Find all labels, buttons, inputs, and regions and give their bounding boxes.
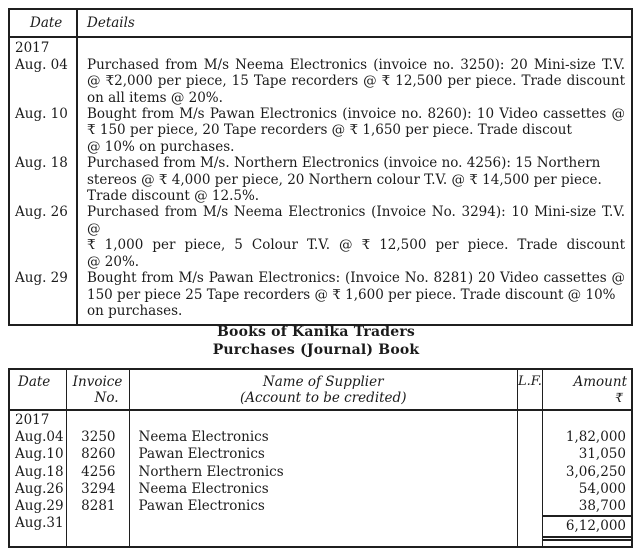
empty-cell	[10, 541, 67, 546]
entry-text-line: @ ₹2,000 per piece, 15 Tape recorders @ ₹ 12,500 per piece. Trade discount	[87, 73, 625, 90]
entry-text-line: @ 20%.	[87, 253, 140, 270]
details-entry-row	[10, 106, 631, 155]
year-label: 2017	[10, 38, 78, 56]
entry-text	[78, 57, 631, 106]
details-year-row	[10, 38, 631, 56]
journal-header-supplier	[130, 370, 519, 409]
row-supplier: Neema Electronics	[130, 481, 519, 498]
empty-cell	[130, 515, 519, 541]
entry-text-line: stereos @ ₹ 4,000 per piece, 20 Northern colour T.V. @ ₹ 14,500 per piece.	[87, 171, 602, 188]
empty-cell	[67, 411, 130, 429]
empty-cell	[130, 541, 519, 546]
empty-cell	[78, 38, 631, 56]
row-supplier: Northern Electronics	[130, 464, 519, 481]
row-lf	[518, 498, 543, 515]
book-heading	[0, 323, 632, 359]
journal-row	[10, 446, 631, 463]
empty-cell	[518, 411, 543, 429]
rupee-symbol: ₹	[615, 390, 623, 405]
details-entry-row	[10, 155, 631, 204]
row-lf	[518, 481, 543, 498]
year-label: 2017	[10, 411, 67, 429]
row-lf	[518, 446, 543, 463]
entry-text-line: ₹ 1,000 per piece, 5 Colour T.V. @ ₹ 12,500 per piece. Trade discount	[87, 237, 625, 254]
row-amount: 31,050	[578, 446, 626, 463]
empty-cell	[67, 541, 130, 546]
journal-row	[10, 498, 631, 515]
book-heading-line1: Books of Kanika Traders	[217, 324, 415, 340]
journal-header-lf-label: L.F.	[518, 374, 542, 389]
journal-header-supplier-line1: Name of Supplier	[262, 374, 384, 390]
journal-total-row	[10, 515, 631, 541]
row-invoice-no: 8281	[67, 498, 130, 515]
journal-table	[8, 368, 633, 548]
row-date: Aug.26	[10, 481, 67, 498]
entry-text-line: Bought from M/s Pawan Electronics (invoice no. 8260): 10 Video cassettes @	[87, 106, 625, 123]
journal-row	[10, 481, 631, 498]
details-entry-row	[10, 204, 631, 270]
empty-cell	[543, 411, 631, 429]
row-invoice-no: 4256	[67, 464, 130, 481]
details-entry-row	[10, 270, 631, 324]
entry-date: Aug. 10	[10, 106, 78, 155]
journal-table-header	[10, 370, 631, 411]
entry-text-line: on purchases.	[87, 302, 183, 319]
journal-row	[10, 464, 631, 481]
journal-header-amount-label: Amount	[573, 374, 627, 390]
total-amount: 6,12,000	[543, 515, 631, 541]
row-invoice-no: 3294	[67, 481, 130, 498]
journal-header-date-label: Date	[18, 374, 51, 390]
journal-header-supplier-line2: (Account to be credited)	[240, 390, 407, 406]
empty-cell	[518, 515, 543, 541]
empty-cell	[67, 515, 130, 541]
journal-header-lf	[518, 370, 543, 409]
row-amount: 1,82,000	[565, 429, 626, 446]
row-amount: 3,06,250	[565, 463, 626, 480]
journal-spacer-row	[10, 541, 631, 546]
entry-text-line: @ 10% on purchases.	[87, 138, 235, 155]
empty-cell	[543, 541, 631, 546]
row-amount: 54,000	[578, 480, 626, 497]
details-entry-row	[10, 57, 631, 106]
entry-date: Aug. 26	[10, 204, 78, 270]
row-date: Aug.10	[10, 446, 67, 463]
row-date: Aug.18	[10, 464, 67, 481]
entry-text-line: Purchased from M/s. Northern Electronics (invoice no. 4256): 15 Northern	[87, 155, 601, 172]
entry-text-line: Purchased from M/s Neema Electronics (Invoice No. 3294): 10 Mini-size T.V. @	[87, 204, 625, 237]
entry-text-line: Bought from M/s Pawan Electronics: (Invoice No. 8281) 20 Video cassettes @	[87, 270, 625, 287]
journal-header-invoice-line1: Invoice	[72, 374, 123, 390]
row-date: Aug.04	[10, 429, 67, 446]
details-header-date: Date	[10, 10, 78, 36]
journal-header-date	[10, 370, 67, 409]
row-invoice-no: 8260	[67, 446, 130, 463]
entry-date: Aug. 29	[10, 270, 78, 324]
row-amount: 38,700	[578, 498, 626, 515]
details-table-header	[10, 10, 631, 38]
book-heading-line2: Purchases (Journal) Book	[212, 342, 420, 358]
row-supplier: Neema Electronics	[130, 429, 519, 446]
details-table	[8, 8, 633, 326]
journal-header-amount	[543, 370, 631, 409]
journal-header-invoice-line2: No.	[94, 390, 119, 406]
entry-text	[78, 106, 631, 155]
entry-text	[78, 155, 631, 204]
entry-date: Aug. 04	[10, 57, 78, 106]
entry-text-line: 150 per piece 25 Tape recorders @ ₹ 1,600 per piece. Trade discount @ 10%	[87, 286, 616, 303]
total-date: Aug.31	[10, 515, 67, 541]
entry-text-line: on all items @ 20%.	[87, 89, 223, 106]
entry-text-line: ₹ 150 per piece, 20 Tape recorders @ ₹ 1,650 per piece. Trade discout	[87, 122, 572, 139]
entry-date: Aug. 18	[10, 155, 78, 204]
entry-text-line: Trade discount @ 12.5%.	[87, 188, 260, 205]
entry-text-line: Purchased from M/s Neema Electronics (invoice no. 3250): 20 Mini-size T.V.	[87, 56, 625, 73]
empty-cell	[518, 541, 543, 546]
row-lf	[518, 464, 543, 481]
row-supplier: Pawan Electronics	[130, 498, 519, 515]
entry-text	[78, 204, 631, 270]
empty-cell	[130, 411, 519, 429]
journal-header-invoice	[67, 370, 130, 409]
details-header-details: Details	[87, 15, 135, 31]
journal-row	[10, 429, 631, 446]
entry-text	[78, 270, 631, 324]
row-lf	[518, 429, 543, 446]
row-invoice-no: 3250	[67, 429, 130, 446]
journal-year-row	[10, 411, 631, 429]
row-supplier: Pawan Electronics	[130, 446, 519, 463]
row-date: Aug.29	[10, 498, 67, 515]
